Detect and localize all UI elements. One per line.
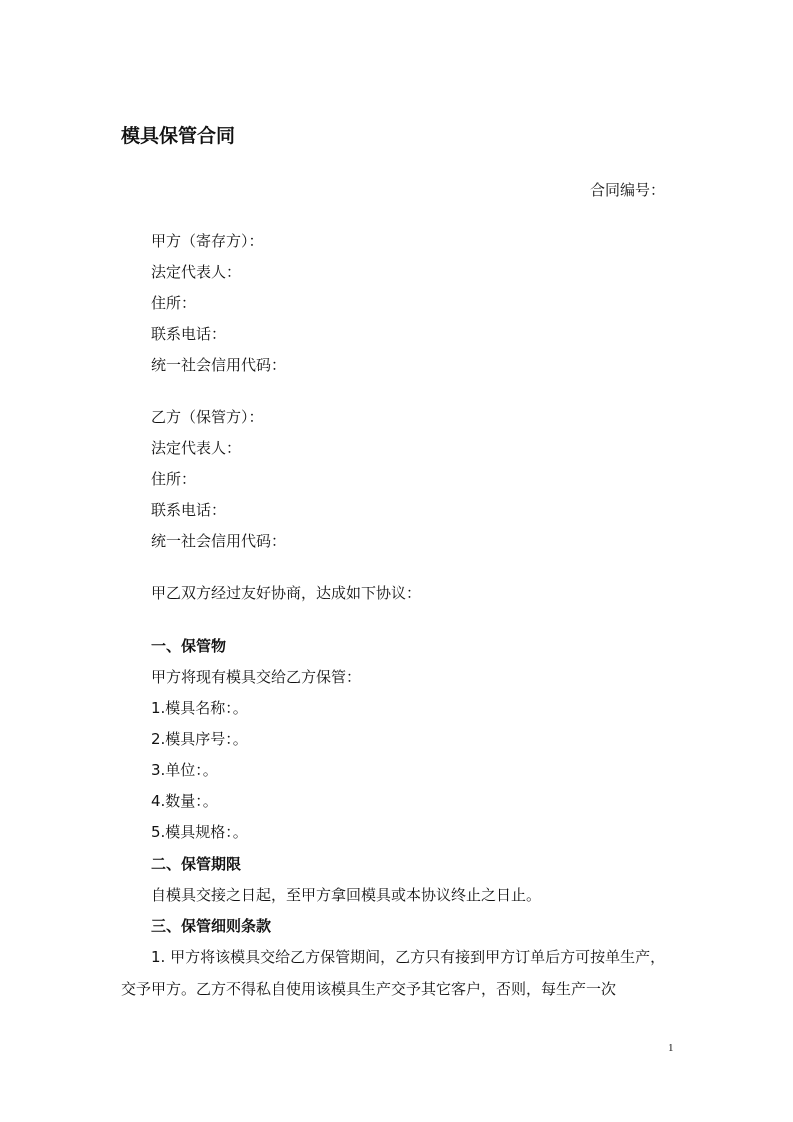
section-3-paragraph-1: 1. 甲方将该模具交给乙方保管期间，乙方只有接到甲方订单后方可按单生产，交予甲方。乙方不得私自使用该模具生产交予其它客户，否则，每生产一次 xyxy=(121,948,666,998)
section-2-text: 自模具交接之日起，至甲方拿回模具或本协议终止之日止。 xyxy=(151,886,542,904)
preamble: 甲乙双方经过友好协商，达成如下协议： xyxy=(151,584,422,602)
section-1-item: 2.模具序号：。 xyxy=(151,730,248,748)
section-1-item: 4.数量：。 xyxy=(151,792,218,810)
party-a-address: 住所： xyxy=(151,294,197,312)
party-a-legal-rep: 法定代表人： xyxy=(151,263,242,281)
section-1-intro: 甲方将现有模具交给乙方保管： xyxy=(151,668,362,686)
section-3-heading: 三、保管细则条款 xyxy=(151,917,272,935)
section-1-heading: 一、保管物 xyxy=(151,637,227,655)
section-2-heading: 二、保管期限 xyxy=(151,855,242,873)
party-b-phone: 联系电话： xyxy=(151,501,227,519)
party-a-heading: 甲方（寄存方）： xyxy=(151,232,264,250)
section-1-item: 1.模具名称：。 xyxy=(151,699,248,717)
party-a-phone: 联系电话： xyxy=(151,325,227,343)
party-b-heading: 乙方（保管方）： xyxy=(151,408,264,426)
party-b-address: 住所： xyxy=(151,470,197,488)
contract-number-label: 合同编号： xyxy=(589,181,665,199)
party-b-legal-rep: 法定代表人： xyxy=(151,439,242,457)
section-1-item: 5.模具规格：。 xyxy=(151,823,248,841)
section-1-item: 3.单位：。 xyxy=(151,761,218,779)
page-number: 1 xyxy=(668,1042,674,1054)
document-title: 模具保管合同 xyxy=(121,125,236,147)
party-b-credit-code: 统一社会信用代码： xyxy=(151,532,287,550)
party-a-credit-code: 统一社会信用代码： xyxy=(151,356,287,374)
